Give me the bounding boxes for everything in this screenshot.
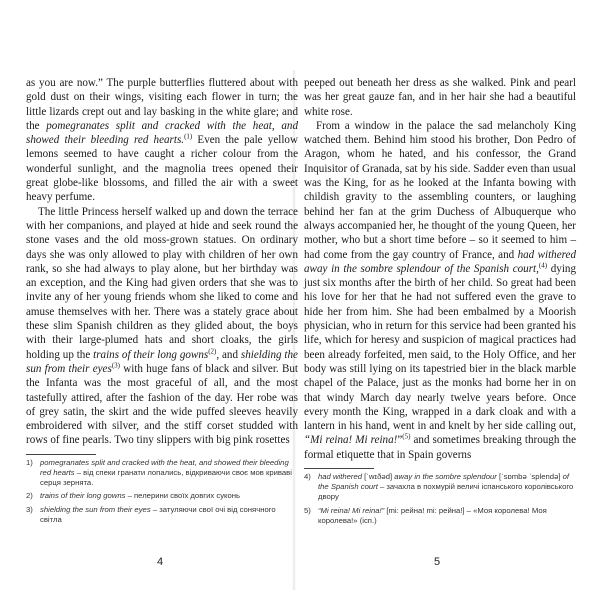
italic-text: shielding the sun from their eyes: [40, 504, 151, 514]
footnote-text: [318, 506, 576, 526]
left-page-body: [26, 76, 298, 448]
footnote-text: [40, 491, 298, 501]
footnote-ref: (2): [208, 346, 217, 355]
italic-text: pomegranates split and cracked with the heat, and showed their bleeding red hearts.: [26, 119, 298, 147]
left-page-footnotes: [26, 458, 298, 525]
footnote: [304, 506, 576, 526]
footnote-divider: [304, 468, 374, 469]
text-run: as you are now.” The purple butterflies fluttered about with gold dust on their wings, visiting each flower in turn; the little lizards crept out and lay basking in the white glare; and the: [26, 77, 298, 132]
text-run: with huge fans of black and silver. But the Infanta was the most graceful of all, and the most tastefully attired, after the fashion of the day. Her robe was of grey satin, the skirt and the wide puffed sleeves heavily embroidered with silver, and the stiff corset studded with rows of fine pearls. Two tiny slippers with big pink rosettes: [26, 362, 299, 447]
footnote-divider: [26, 454, 96, 455]
footnote-number: 4): [304, 472, 311, 482]
left-page: [26, 76, 298, 528]
italic-text: trains of their long gowns: [40, 491, 126, 501]
page-number-right: 5: [433, 556, 441, 568]
italic-text: trains of their long gowns: [93, 348, 209, 361]
italic-text: shielding the sun from their eyes: [26, 348, 298, 375]
italic-text: had withered away in the sombre splendour of the Spanish court,: [304, 248, 576, 275]
text-run: , and: [216, 348, 241, 361]
paragraph: [26, 76, 298, 205]
text-run: dying just six months after the birth of her child. So great had been his love for her that he had not suffered even the grave to hide her from him. She had been embalmed by a Moorish physician, who in return for this service had been granted his life, which for heresy and suspicion of magical practices had been already forfeited, men said, to the Holy Office, and her body was still lying on its tapestried bier in the black marble chapel of the Palace, just as the monks had borne her in on that windy March day nearly twelve years before. Once every month the King, wrapped in a dark cloak and with a lantern in his hand, went in and knelt by her side calling out,: [304, 262, 576, 433]
footnote-text: [40, 458, 298, 489]
footnote: [26, 505, 298, 525]
footnote-text: [40, 505, 298, 525]
footnote-number: 2): [26, 491, 33, 501]
footnote-text: [318, 472, 576, 503]
italic-text: “Mi reina! Mi reina!”: [318, 505, 385, 515]
page-number-left: 4: [156, 556, 164, 568]
text-run: [ˈsɒmbə ˈsplendə]: [496, 472, 563, 482]
footnote-ref: (3): [111, 361, 120, 370]
text-run: – пелерини своїх довгих суконь: [125, 491, 241, 501]
footnote: [304, 472, 576, 503]
text-run: Even the pale yellow lemons seemed to have caught a richer colour from the wonderful sunlight, and the magnolia trees opened their great globe-like blossoms, and filled the air with a sweet heavy perfume.: [26, 134, 298, 204]
footnote-number: 5): [304, 505, 311, 515]
italic-text: “Mi reina! Mi reina!: [304, 434, 398, 447]
footnote-ref: (1): [184, 132, 193, 141]
right-page-footnotes: [304, 472, 576, 526]
footnote-number: 3): [26, 504, 33, 514]
paragraph: [26, 205, 298, 448]
text-run: – затуляючи свої очі від сонячного світла: [40, 504, 276, 524]
footnote-ref: (4): [538, 261, 548, 270]
text-run: peeped out beneath her dress as she walked. Pink and pearl was her great gauze fan, and in her hair she had a beautiful white rose.: [304, 77, 576, 118]
text-run: and sometimes breaking through the formal etiquette that in Spain governs: [304, 434, 576, 461]
text-run: – від спеки гранати лопались, відкриваючи своє мов криваві серця зернята.: [40, 467, 292, 488]
paragraph: [304, 119, 576, 462]
footnote-number: 1): [26, 457, 33, 467]
right-page-body: [304, 76, 576, 462]
italic-text: pomegranates split and cracked with the heat, and showed their bleeding red hearts: [40, 457, 289, 477]
paragraph: [304, 76, 576, 119]
footnote: [26, 491, 298, 501]
right-page: [304, 76, 576, 529]
italic-text: of the Spanish court: [318, 472, 570, 492]
text-run: [ˈwɪðəd]: [362, 472, 395, 482]
italic-text: away in the sombre splendour: [394, 472, 497, 482]
text-run: – зачахла в похмурій величі іспанського королівського двору: [318, 482, 574, 502]
footnote-ref: (5): [402, 432, 411, 441]
italic-text: had withered: [318, 472, 363, 482]
footnote: [26, 458, 298, 489]
text-run: The little Princess herself walked up and down the terrace with her companions, and played at hide and seek round the stone vases and the old moss-grown statues. On ordinary days she was only allowed to play with children of her own rank, so she had always to play alone, but her birthday was an exception, and the King had given orders that she was to invite any of her young friends whom she liked to come and amuse themselves with her. There was a stately grace about these slim Spanish children as they glided about, the boys with their large-plumed hats and short cloaks, the girls holding up the: [26, 205, 298, 361]
text-run: From a window in the palace the sad melancholy King watched them. Behind him stood his brother, Don Pedro of Aragon, whom he hated, and his confessor, the Grand Inquisitor of Granada, sat by his side. Sadder even than usual was the King, for as he looked at the Infanta bowing with childish gravity to the assembling counters, or laughing behind her fan at the grim Duchess of Albuquerque who always accompanied her, he thought of the young Queen, her mother, who but a short time before – so it seemed to him – had come from the gay country of France, and: [304, 119, 576, 261]
text-run: [mi: рейна! mi: рейна!] – «Моя королева! Моя королева!» (ісп.): [318, 505, 547, 525]
text-run: ”: [397, 434, 403, 447]
